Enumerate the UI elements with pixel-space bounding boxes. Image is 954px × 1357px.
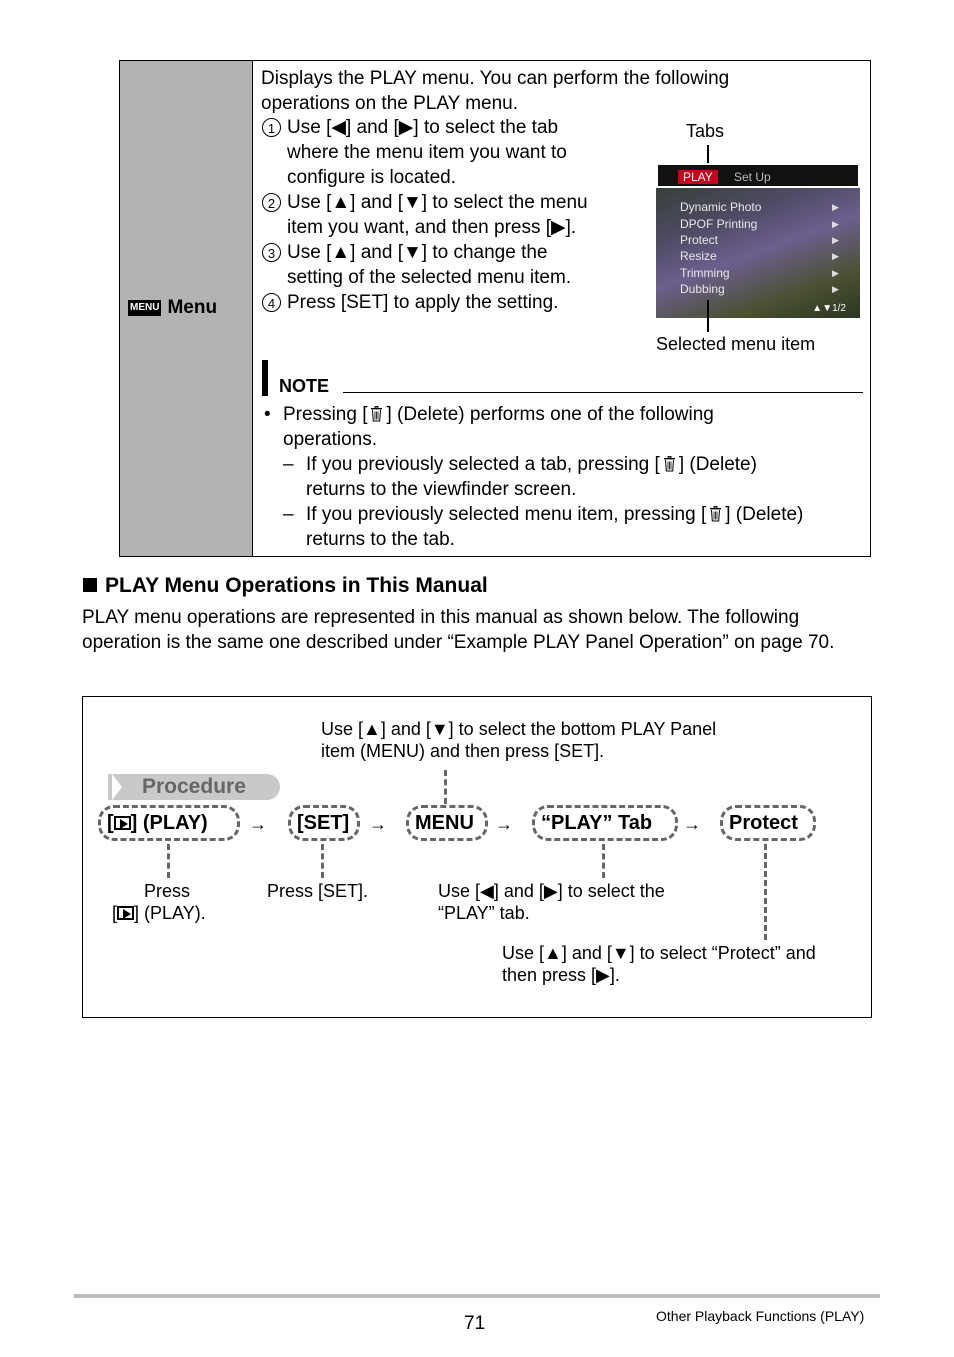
leader-dashed-line [444,770,447,804]
step-number: 1 [262,118,281,137]
arrow-right-icon: → [369,814,387,834]
arrow-right-icon: → [249,814,267,834]
menu-intro: Displays the PLAY menu. You can perform the following operations on the PLAY menu. [261,68,730,114]
screen-menu-item: Protect [680,233,719,247]
note-line-3 [306,452,757,477]
screen-menu-item: Resize [680,249,717,263]
square-bullet-icon [83,578,97,592]
bracket-text: [ [107,812,114,834]
screen-menu-item: Dynamic Photo [680,200,762,214]
step-label: MENU [415,812,474,834]
note-text: If you previously selected a tab, pressing [ [306,454,660,475]
note-text: ] (Delete) performs one of the following [386,404,714,425]
procedure-top-note-line-2: item (MENU) and then press [SET]. [321,741,605,761]
screen-tab-play: PLAY [678,170,718,184]
note-divider [343,392,863,393]
procedure-badge-label: Procedure [142,775,246,798]
leader-dashed-line [602,844,605,878]
note-dash: – [283,504,294,525]
procedure-badge [108,774,280,800]
arrow-right-icon: → [495,814,513,834]
note-text: ] (PLAY). [134,903,206,923]
arrow-right-icon: → [683,814,701,834]
procedure-note-4b: then press [▶]. [502,965,620,985]
step-line: configure is located. [287,167,456,188]
section-title-text: PLAY Menu Operations in This Manual [105,574,488,597]
trash-icon [709,504,722,520]
section-title [83,574,488,598]
note-marker-bar [262,360,268,396]
page-number: 71 [464,1313,486,1334]
procedure-step-set [288,805,360,841]
screen-tab-setup: Set Up [734,170,771,184]
chevron-right-icon: ▶ [832,251,839,261]
note-text: ] (Delete) [678,454,757,475]
screen-menu-item: Dubbing [680,282,725,296]
step-number: 4 [262,293,281,312]
note-bullet: • [264,404,271,425]
note-line-6: returns to the tab. [306,529,455,550]
step-line: Press [SET] to apply the setting. [287,292,559,313]
note-dash: – [283,454,294,475]
step-label: [SET] [297,812,350,834]
step-number: 2 [262,193,281,212]
selected-leader-line [707,300,709,332]
procedure-note-3b: “PLAY” tab. [438,903,530,923]
step-4 [262,290,632,315]
trash-icon [370,404,383,420]
bracket-text: [ [112,903,118,923]
section-paragraph: PLAY menu operations are represented in this manual as shown below. The following operation is the same one described under “Example PLAY Panel Operation” on page 70. [82,607,835,653]
badge-chevron-icon [112,774,122,800]
step-line: where the menu item you want to [287,142,567,163]
note-line-4: returns to the viewfinder screen. [306,479,577,500]
procedure-step-play-tab [532,805,678,841]
procedure-step-play [98,805,240,841]
step-1 [262,115,632,190]
chevron-right-icon: ▶ [832,284,839,294]
note-title: NOTE [279,376,330,396]
procedure-note-4a: Use [▲] and [▼] to select “Protect” and [502,943,816,963]
note-line-1 [283,402,714,427]
procedure-note-3a: Use [◀] and [▶] to select the [438,881,665,901]
step-line: Use [▲] and [▼] to change the [287,242,548,263]
step-line: item you want, and then press [▶]. [287,217,577,238]
note-text: ] (Delete) [725,504,804,525]
leader-dashed-line [321,844,324,878]
leader-dashed-line [167,844,170,878]
menu-icon: MENU [128,300,161,316]
leader-dashed-line [764,844,767,940]
play-icon [117,906,134,920]
selected-item-caption: Selected menu item [656,334,816,354]
trash-icon [663,454,676,470]
procedure-step-menu [406,805,488,841]
step-line: Use [▲] and [▼] to select the menu [287,192,588,213]
procedure-note-1a: Press [144,881,191,901]
step-label: “PLAY” Tab [541,812,653,834]
menu-label [128,297,217,319]
step-line: Use [◀] and [▶] to select the tab [287,117,559,138]
step-line: setting of the selected menu item. [287,267,572,288]
chevron-right-icon: ▶ [832,268,839,278]
step-label: ] (PLAY) [130,812,208,834]
screen-menu-item: Trimming [680,266,730,280]
camera-screen-image [656,163,860,318]
procedure-top-note-line-1: Use [▲] and [▼] to select the bottom PLAY Panel [321,719,717,739]
step-2 [262,190,632,240]
chevron-right-icon: ▶ [832,235,839,245]
note-line-5 [306,502,803,527]
tabs-leader-line [707,145,709,163]
note-text: If you previously selected menu item, pressing [ [306,504,707,525]
menu-label-text: Menu [167,297,218,318]
step-3 [262,240,632,290]
footer-divider [74,1294,880,1298]
note-line-2: operations. [283,429,378,450]
footer-section-name: Other Playback Functions (PLAY) [656,1308,865,1324]
chevron-right-icon: ▶ [832,219,839,229]
step-label: Protect [729,812,798,834]
menu-label-cell [120,61,253,556]
procedure-note-1b [112,902,206,924]
tabs-caption: Tabs [686,121,725,141]
procedure-step-protect [720,805,816,841]
chevron-right-icon: ▶ [832,202,839,212]
screen-menu-item: DPOF Printing [680,217,758,231]
note-text: Pressing [ [283,404,368,425]
screen-page-indicator: ▲▼1/2 [812,303,846,314]
procedure-note-2: Press [SET]. [267,881,369,901]
play-icon [114,816,131,830]
step-number: 3 [262,243,281,262]
